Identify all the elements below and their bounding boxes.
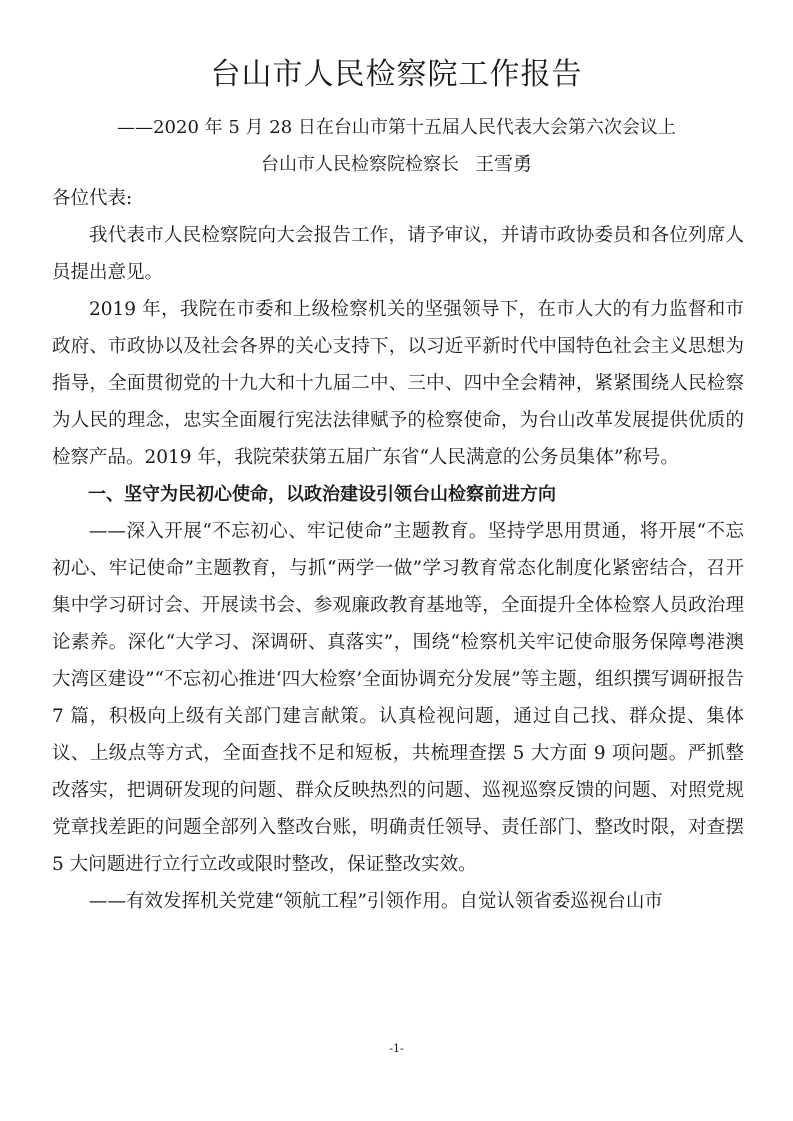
paragraph-summary: 2019 年，我院在市委和上级检察机关的坚强领导下，在市人大的有力监督和市政府、市政协以及社会各界的关心支持下，以习近平新时代中国特色社会主义思想为指导，全面贯彻党的十九大和十九届二中、三中、四中全会精神，紧紧围绕人民检察为人民的理念，忠实全面履行宪法法律赋予的检察使命，为台山改革发展提供优质的检察产品。2019 年，我院荣获第五届广东省“人民满意的公务员集体”称号。 xyxy=(52,299,744,468)
report-title: 台山市人民检察院工作报告 xyxy=(210,57,583,92)
page-number: -1- xyxy=(389,1042,404,1055)
byline-role: 台山市人民检察院检察长 xyxy=(260,154,459,175)
paragraph-intro: 我代表市人民检察院向大会报告工作，请予审议，并请市政协委员和各位列席人员提出意见。 xyxy=(52,225,744,283)
report-body xyxy=(52,180,744,920)
report-byline xyxy=(0,151,793,178)
salutation: 各位代表: xyxy=(52,188,133,209)
paragraph-party-building: ——有效发挥机关党建“领航工程”引领作用。自觉认领省委巡视台山市 xyxy=(89,891,663,912)
byline-name: 王雪勇 xyxy=(474,153,532,175)
paragraph-education: ——深入开展“不忘初心、牢记使命”主题教育。坚持学思用贯通，将开展“不忘初心、牢记使命”主题教育，与抓“两学一做”学习教育常态化制度化紧密结合，召开集中学习研讨会、开展读书会、参观廉政教育基地等，全面提升全体检察人员政治理论素养。深化“大学习、深调研、真落实”，围绕“检察机关牢记使命服务保障粤港澳大湾区建设”“不忘初心推进‘四大检察’全面协调充分发展”等主题，组织撰写调研报告 7 篇，积极向上级有关部门建言献策。认真检视问题，通过自己找、群众提、集体议、上级点等方式，全面查找不足和短板，共梳理查摆 5 大方面 9 项问题。严抓整改落实，把调研发现的问题、群众反映热烈的问题、巡视巡察反馈的问题、对照党规党章找差距的问题全部列入整改台账，明确责任领导、责任部门、整改时限，对查摆 5 大问题进行立行立改或限时整改，保证整改实效。 xyxy=(52,521,744,875)
report-subtitle: ——2020 年 5 月 28 日在台山市第十五届人民代表大会第六次会议上 xyxy=(117,117,676,138)
section-heading: 一、坚守为民初心使命，以政治建设引领台山检察前进方向 xyxy=(88,484,556,505)
